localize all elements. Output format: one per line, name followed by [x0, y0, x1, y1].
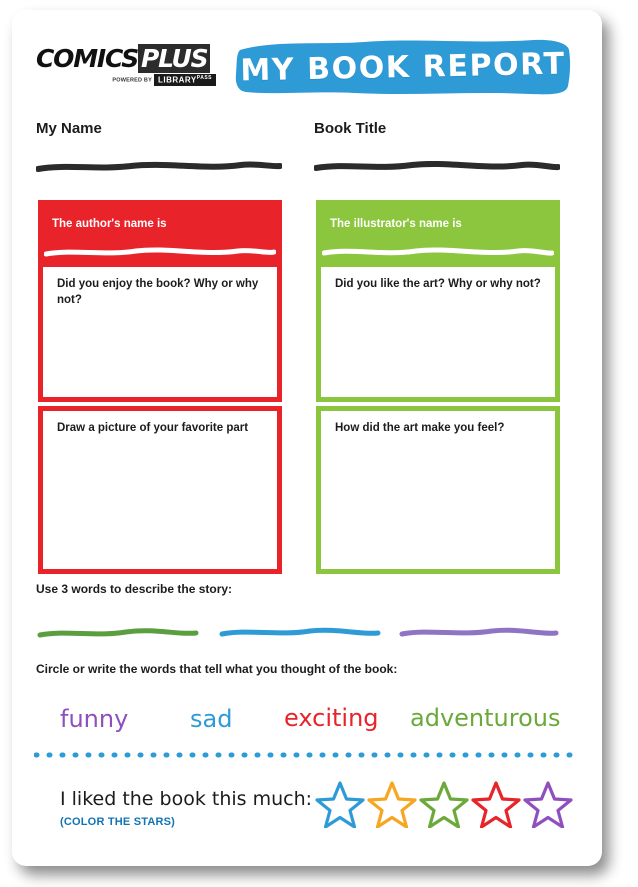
header [12, 10, 602, 110]
favorite-part-text: Draw a picture of your favorite part [57, 422, 249, 434]
star-1[interactable] [317, 783, 363, 827]
author-panel-header [38, 200, 282, 262]
book-title-line-stroke [314, 161, 560, 173]
library-text: LIBRARY [157, 75, 197, 85]
author-panel-heading: The author's name is [52, 218, 167, 230]
star-2[interactable] [369, 783, 415, 827]
library-pass-mark [154, 74, 216, 86]
word-option-adventurous[interactable]: adventurous [410, 704, 561, 732]
word-option-sad[interactable]: sad [190, 705, 233, 733]
favorite-part-draw-box[interactable] [38, 406, 282, 574]
label-my-name: My Name [36, 120, 102, 137]
star-4[interactable] [473, 783, 519, 827]
author-question-1-box[interactable] [38, 262, 282, 402]
author-question-1-text: Did you enjoy the book? Why or why not? [57, 278, 259, 306]
three-words-line-3[interactable] [402, 630, 556, 634]
banner-title-text: MY BOOK REPORT [240, 46, 566, 88]
dotted-divider [34, 752, 580, 758]
word-option-funny[interactable]: funny [60, 705, 129, 733]
circle-words-label: Circle or write the words that tell what you thought of the book: [36, 662, 398, 676]
comics-plus-logo [36, 46, 216, 86]
book-title-write-line[interactable] [314, 160, 560, 172]
library-sup-text: PASS [196, 75, 212, 81]
name-line-stroke [36, 161, 282, 173]
rating-stars[interactable] [314, 780, 579, 828]
logo-wordmark [36, 46, 216, 71]
color-the-stars-label: (COLOR THE STARS) [60, 816, 176, 828]
three-words-line-1[interactable] [40, 631, 196, 635]
logo-comics-text: COMICS [36, 44, 139, 73]
star-5[interactable] [525, 783, 571, 827]
illustrator-panel-header [316, 200, 560, 262]
art-feeling-text: How did the art make you feel? [335, 422, 505, 434]
title-banner [234, 36, 572, 98]
illustrator-panel-heading: The illustrator's name is [330, 218, 462, 230]
illustrator-question-1-box[interactable] [316, 262, 560, 402]
three-words-lines[interactable] [36, 624, 560, 642]
three-words-line-2[interactable] [222, 630, 378, 634]
worksheet-sheet [12, 10, 602, 866]
word-option-exciting[interactable]: exciting [284, 704, 379, 732]
art-feeling-box[interactable] [316, 406, 560, 574]
illustrator-name-write-line[interactable] [322, 246, 554, 260]
three-words-label: Use 3 words to describe the story: [36, 582, 233, 596]
illustrator-question-1-text: Did you like the art? Why or why not? [335, 278, 541, 290]
rating-label: I liked the book this much: [60, 788, 313, 810]
label-book-title: Book Title [314, 120, 387, 137]
star-3[interactable] [421, 783, 467, 827]
logo-plus-text: PLUS [138, 44, 210, 73]
name-write-line[interactable] [36, 160, 282, 172]
logo-powered-label: POWERED BY [112, 77, 152, 84]
logo-powered-by [36, 74, 216, 86]
author-name-write-line[interactable] [44, 246, 276, 260]
